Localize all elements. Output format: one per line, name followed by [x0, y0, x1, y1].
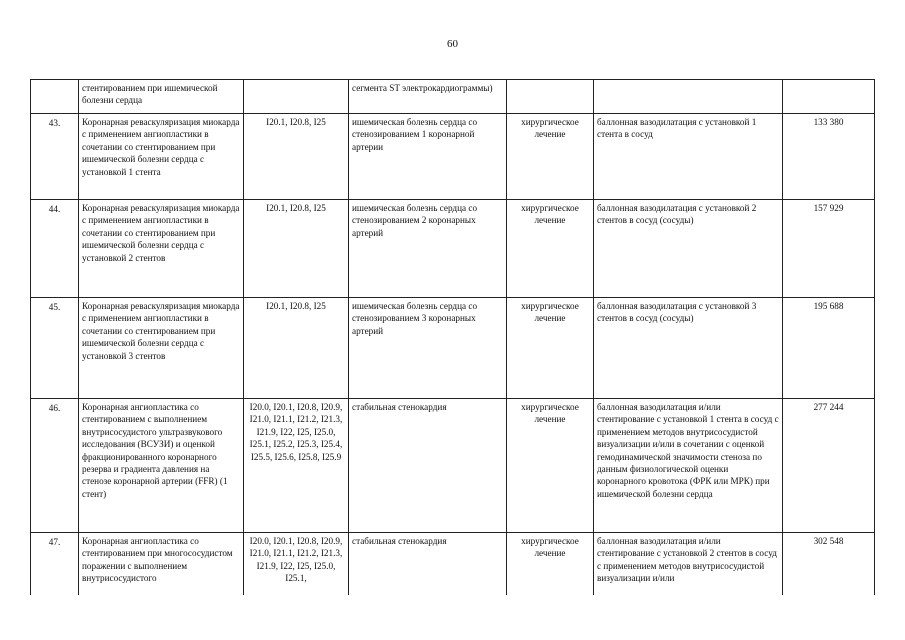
type-cell	[507, 80, 594, 114]
services-table	[30, 79, 875, 595]
name-cell: Коронарная реваскуляризация миокарда с применением ангиопластики в сочетании со стентированием при ишемической болезни сердца с установкой 1 стента	[79, 114, 244, 200]
model-cell: ишемическая болезнь сердца со стенозированием 1 коронарной артерии	[349, 114, 507, 200]
continuation-row	[31, 80, 875, 114]
table-row	[31, 533, 875, 595]
codes-cell: I20.1, I20.8, I25	[244, 298, 349, 399]
price-cell: 277 244	[783, 399, 875, 533]
num-cell: 43.	[31, 114, 79, 200]
num-cell	[31, 80, 79, 114]
page-number: 60	[447, 38, 458, 50]
num-cell: 47.	[31, 533, 79, 595]
codes-cell: I20.1, I20.8, I25	[244, 114, 349, 200]
type-cell: хирургическое лечение	[507, 114, 594, 200]
name-cell: Коронарная ангиопластика со стентированием при многососудистом поражении с выполнением внутрисосудистого	[79, 533, 244, 595]
name-cell: Коронарная ангиопластика со стентированием с выполнением внутрисосудистого ультразвукового исследования (ВСУЗИ) и оценкой фракционированного коронарного резерва и градиента давления на стенозе коронарной артерии (FFR) (1 стент)	[79, 399, 244, 533]
type-cell: хирургическое лечение	[507, 298, 594, 399]
num-cell: 44.	[31, 200, 79, 298]
name-cell: Коронарная реваскуляризация миокарда с применением ангиопластики в сочетании со стентированием при ишемической болезни сердца с установкой 2 стентов	[79, 200, 244, 298]
codes-cell: I20.1, I20.8, I25	[244, 200, 349, 298]
table-row	[31, 298, 875, 399]
num-cell: 46.	[31, 399, 79, 533]
table-row	[31, 114, 875, 200]
name-cell: стентированием при ишемической болезни сердца	[79, 80, 244, 114]
type-cell: хирургическое лечение	[507, 399, 594, 533]
price-cell: 133 380	[783, 114, 875, 200]
method-cell: баллонная вазодилатация и/или стентирование с установкой 2 стентов в сосуд с применением методов внутрисосудистой визуализации и/или	[594, 533, 783, 595]
codes-cell: I20.0, I20.1, I20.8, I20.9, I21.0, I21.1, I21.2, I21.3, I21.9, I22, I25, I25.0, I25.1, I25.2, I25.3, I25.4, I25.5, I25.6, I25.8, I25.9	[244, 399, 349, 533]
method-cell	[594, 80, 783, 114]
model-cell: стабильная стенокардия	[349, 399, 507, 533]
method-cell: баллонная вазодилатация и/или стентирование с установкой 1 стента в сосуд с применением методов внутрисосудистой визуализации и/или в сочетании с оценкой гемодинамической значимости стеноза по данным физиологической оценки коронарного кровотока (ФРК или МРК) при ишемической болезни сердца	[594, 399, 783, 533]
type-cell: хирургическое лечение	[507, 200, 594, 298]
model-cell: ишемическая болезнь сердца со стенозированием 2 коронарных артерий	[349, 200, 507, 298]
method-cell: баллонная вазодилатация с установкой 1 стента в сосуд	[594, 114, 783, 200]
model-cell: ишемическая болезнь сердца со стенозированием 3 коронарных артерий	[349, 298, 507, 399]
codes-cell: I20.0, I20.1, I20.8, I20.9, I21.0, I21.1, I21.2, I21.3, I21.9, I22, I25, I25.0, I25.1,	[244, 533, 349, 595]
method-cell: баллонная вазодилатация с установкой 2 стентов в сосуд (сосуды)	[594, 200, 783, 298]
table-row	[31, 399, 875, 533]
price-cell	[783, 80, 875, 114]
codes-cell	[244, 80, 349, 114]
table-row	[31, 200, 875, 298]
model-cell: стабильная стенокардия	[349, 533, 507, 595]
price-cell: 157 929	[783, 200, 875, 298]
method-cell: баллонная вазодилатация с установкой 3 стентов в сосуд (сосуды)	[594, 298, 783, 399]
price-cell: 195 688	[783, 298, 875, 399]
price-cell: 302 548	[783, 533, 875, 595]
model-cell: сегмента ST электрокардиограммы)	[349, 80, 507, 114]
num-cell: 45.	[31, 298, 79, 399]
name-cell: Коронарная реваскуляризация миокарда с применением ангиопластики в сочетании со стентированием при ишемической болезни сердца с установкой 3 стентов	[79, 298, 244, 399]
type-cell: хирургическое лечение	[507, 533, 594, 595]
